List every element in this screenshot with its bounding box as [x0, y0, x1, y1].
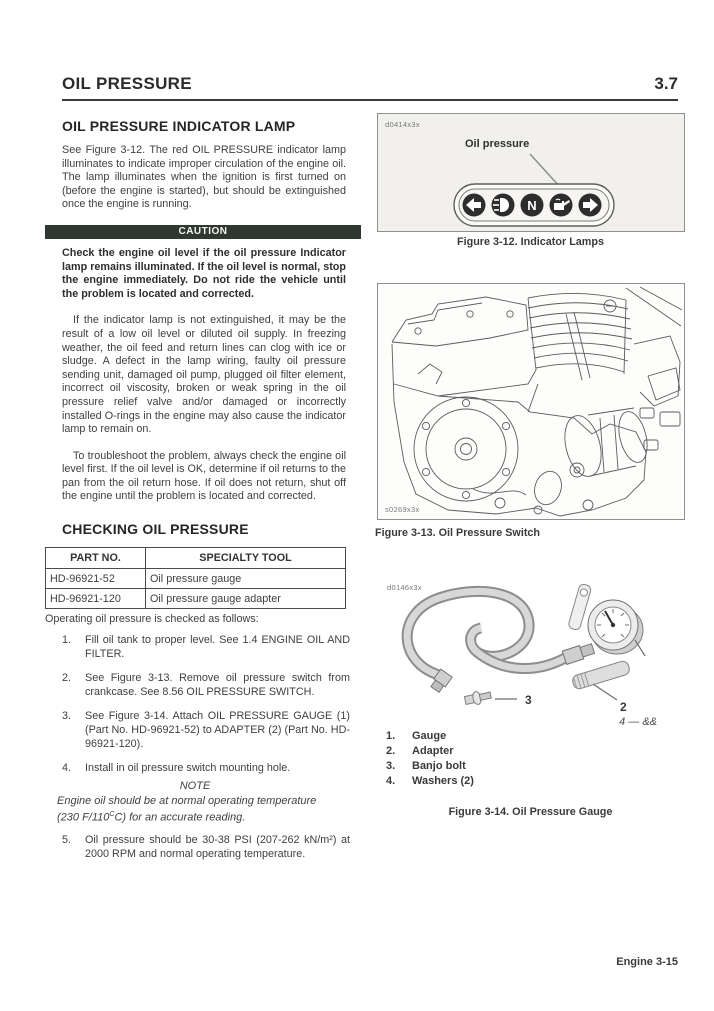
callout-2: 2 — [620, 700, 627, 714]
section-heading-checking-oil-pressure: CHECKING OIL PRESSURE — [62, 521, 249, 538]
step-number: 2. — [62, 672, 72, 685]
legend-item — [386, 729, 474, 744]
left-column — [45, 118, 363, 873]
step-number: 3. — [62, 710, 72, 723]
step-text: See Figure 3-14. Attach OIL PRESSURE GAUGE (1) (Part No. HD-96921-52) to ADAPTER (2) (Part No. HD-96921-120). — [85, 710, 350, 750]
figure-3-14-legend — [386, 729, 474, 789]
legend-item — [386, 744, 474, 759]
specialty-tool-table — [45, 547, 346, 609]
table-row — [46, 589, 346, 609]
note-text-line2 — [57, 808, 363, 825]
procedure-step — [62, 762, 350, 776]
section-heading-indicator-lamp: OIL PRESSURE INDICATOR LAMP — [62, 118, 296, 134]
engine-illustration — [378, 284, 684, 519]
caution-text: Check the engine oil level if the oil pressure Indicator lamp remains illuminated. If the oil level is normal, stop the engine immediately. Do not ride the vehicle until the problem is located and corrected. — [62, 246, 346, 300]
figure-3-14-caption: Figure 3-14. Oil Pressure Gauge — [448, 806, 613, 818]
caution-banner: CAUTION — [45, 225, 361, 239]
legend-number: 3. — [386, 760, 396, 772]
table-cell-part-no: HD-96921-52 — [46, 569, 146, 589]
legend-text: Banjo bolt — [412, 760, 466, 772]
figure-3-14-image — [377, 578, 685, 715]
column-header-specialty-tool: SPECIALTY TOOL — [146, 548, 346, 569]
note-line2-post: C) for an accurate reading. — [114, 811, 246, 824]
step-number: 4. — [62, 762, 72, 775]
table-row — [46, 569, 346, 589]
step-text: See Figure 3-13. Remove oil pressure switch from crankcase. See 8.56 OIL PRESSURE SWITCH. — [85, 672, 350, 698]
figure-3-12-image — [377, 113, 685, 232]
oil-pressure-gauge-illustration — [377, 578, 685, 715]
page-title: OIL PRESSURE — [62, 74, 192, 93]
note-text-line1: Engine oil should be at normal operating temperature — [57, 794, 317, 807]
step-text: Fill oil tank to proper level. See 1.4 ENGINE OIL AND FILTER. — [85, 634, 350, 660]
paragraph: See Figure 3-12. The red OIL PRESSURE indicator lamp illuminates to indicate improper circulation of the engine oil. The lamp illuminates when the ignition is first turned on (before the engine is started), but should be extinguished once the engine is running. — [62, 144, 346, 211]
table-header-row — [46, 548, 346, 569]
legend-number: 2. — [386, 745, 396, 757]
legend-item — [386, 774, 474, 789]
legend-number: 4. — [386, 775, 396, 787]
callout-4: 4 — && — [619, 716, 657, 728]
step-text: Install in oil pressure switch mounting hole. — [85, 762, 291, 775]
indicator-lamps-illustration — [378, 114, 686, 231]
procedure-step — [62, 710, 350, 751]
paragraph: To troubleshoot the problem, always check the engine oil level first. If the oil level is OK, determine if oil returns to the pan from the oil return hose. If oil does not return, shut off the engine until the problem is located and corrected. — [62, 449, 346, 503]
legend-item — [386, 759, 474, 774]
legend-text: Adapter — [412, 745, 454, 757]
procedure-intro: Operating oil pressure is checked as follows: — [45, 613, 259, 626]
header-rule — [62, 99, 678, 101]
callout-3: 3 — [525, 693, 532, 707]
oil-pressure-callout-label: Oil pressure — [465, 138, 530, 150]
figure-3-13-image — [377, 283, 685, 520]
section-number: 3.7 — [654, 74, 678, 93]
table-cell-part-no: HD-96921-120 — [46, 589, 146, 609]
note-superscript: C — [109, 810, 115, 818]
step-number: 1. — [62, 634, 72, 647]
note-line2-pre: (230 F/110 — [57, 811, 110, 824]
legend-text: Gauge — [412, 730, 447, 742]
step-number: 5. — [62, 834, 72, 847]
legend-text: Washers (2) — [412, 775, 474, 787]
neutral-lamp-letter: N — [527, 198, 537, 213]
procedure-step — [62, 672, 350, 699]
table-cell-tool: Oil pressure gauge adapter — [146, 589, 346, 609]
figure-code-label: d0146x3x — [387, 583, 422, 592]
procedure-step — [62, 834, 350, 861]
figure-code-label: s0269x3x — [385, 505, 420, 514]
note-heading: NOTE — [179, 779, 211, 792]
paragraph: If the indicator lamp is not extinguished, it may be the result of a low oil level or diluted oil supply. In freezing weather, the oil feed and return lines can clog with ice or sludge. A defect in the lamp wiring, faulty oil pressure sending unit, damaged oil pump, plugged oil filter element, incorrect oil viscosity, broken or weak spring in the oil pressure relief valve and/or damaged or incorrectly installed O-rings in the engine may also cause the indicator lamp to remain on. — [62, 314, 346, 436]
figure-3-13-caption: Figure 3-13. Oil Pressure Switch — [375, 527, 541, 539]
page-footer-label: Engine 3-15 — [616, 956, 678, 968]
step-text: Oil pressure should be 30-38 PSI (207-262 kN/m²) at 2000 RPM and normal operating temperature. — [85, 834, 350, 861]
table-cell-tool: Oil pressure gauge — [146, 569, 346, 589]
figure-code-label: d0414x3x — [385, 120, 420, 129]
procedure-step — [62, 634, 350, 661]
figure-3-12-caption: Figure 3-12. Indicator Lamps — [457, 236, 604, 248]
column-header-part-no: PART NO. — [46, 548, 146, 569]
legend-number: 1. — [386, 730, 396, 742]
